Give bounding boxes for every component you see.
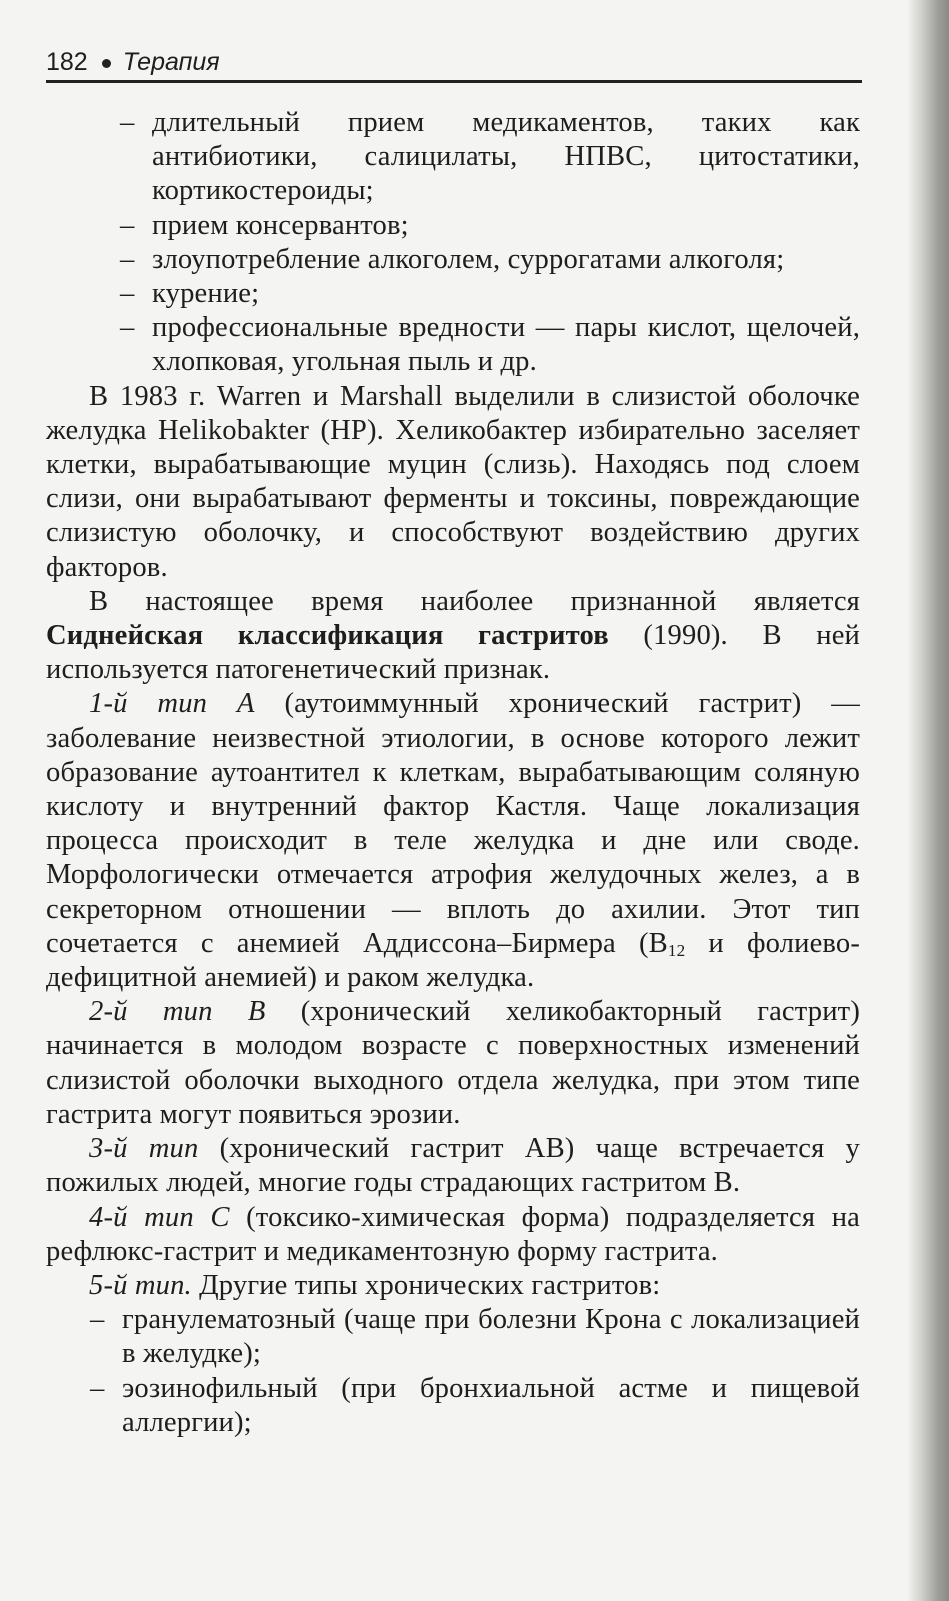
type-label: 4-й тип С <box>89 1201 230 1233</box>
body-text <box>46 106 860 1440</box>
paragraph-type-4: 4-й тип С (токсико-химическая форма) подразделяется на рефлюкс-гастрит и медикаментозную форму гастрита. <box>46 1201 860 1267</box>
running-title: Терапия <box>122 48 220 76</box>
list-item: – длительный прием медикаментов, таких как антибиотики, салицилаты, НПВС, цитостатики, кортикостероиды; <box>120 107 860 207</box>
list-item: – прием консервантов; <box>120 209 409 241</box>
header-rule <box>46 80 862 83</box>
paragraph-type-3: 3-й тип (хронический гастрит АВ) чаще встречается у пожилых людей, многие годы страдающих гастритом В. <box>46 1133 860 1199</box>
type-label: 1-й тип А <box>89 688 255 720</box>
classification-name: Сиднейская классификация гастритов <box>46 620 609 652</box>
paragraph-type-2: 2-й тип В (хронический хеликобакторный гастрит) начинается в молодом возрасте с поверхностных изменений слизистой оболочки выходного отдела желудка, при этом типе гастрита могут появиться эрозии. <box>46 996 860 1130</box>
paragraph-type-5: 5-й тип. Другие типы хронических гастритов: <box>89 1269 661 1301</box>
type-label: 2-й тип В <box>89 996 266 1028</box>
list-item: – эозинофильный (при бронхиальной астме и пищевой аллергии); <box>90 1372 860 1438</box>
page-spine-shadow <box>907 0 949 1601</box>
list-item: – курение; <box>120 278 260 310</box>
page-header <box>46 44 862 80</box>
gastritis-types-list <box>46 1303 860 1440</box>
list-item: – гранулематозный (чаще при болезни Крона с локализацией в желудке); <box>90 1304 860 1370</box>
list-item: – профессиональные вредности — пары кислот, щелочей, хлопковая, угольная пыль и др. <box>120 312 860 378</box>
type-label: 3-й тип <box>89 1133 199 1165</box>
paragraph-classification: В настоящее время наиболее признанной является Сиднейская классификация гастритов (1990). В ней используется патогенетический признак. <box>46 585 860 686</box>
type-label: 5-й тип. <box>89 1269 192 1301</box>
page-number: 182 <box>46 48 88 76</box>
risk-factor-list <box>46 106 860 380</box>
list-item: – злоупотребление алкоголем, суррогатами алкоголя; <box>120 243 785 275</box>
paragraph-type-1: 1-й тип А (аутоиммунный хронический гастрит) — заболевание неизвестной этиологии, в основе которого лежит образование аутоантител к клеткам, вырабатывающим соляную кислоту и внутренний фактор Кастля. Чаще локализация процесса происходит в теле желудка и дне или своде. Морфологически отмечается атрофия желудочных желез, а в секреторном отношении — вплоть до ахилии. Этот тип сочетается с анемией Аддиссона–Бирмера ($В_{12}$ и фолиево-дефицитной анемией) и раком желудка. <box>46 688 860 994</box>
bullet-icon <box>102 59 111 68</box>
paragraph-helicobacter: В 1983 г. Warren и Marshall выделили в слизистой оболочке желудка Helikobakter (HP). Хеликобактер избирательно заселяет клетки, вырабатывающие муцин (слизь). Находясь под слоем слизи, они вырабатывают ферменты и токсины, повреждающие слизистую оболочку, и способствуют воздействию других факторов. <box>46 380 860 583</box>
